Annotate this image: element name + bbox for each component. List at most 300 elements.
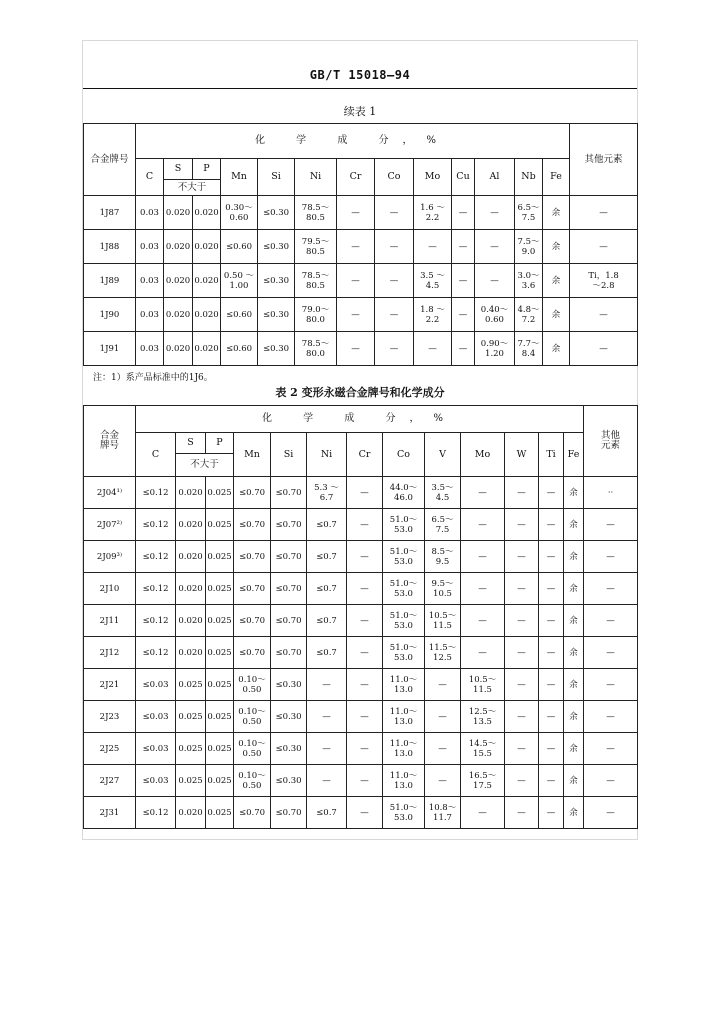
table-cell: ≤0.7 — [307, 573, 347, 605]
table-cell: — — [347, 605, 383, 637]
table-cell: ≤0.70 — [271, 541, 307, 573]
table-row — [84, 573, 638, 605]
table-cell: 0.025 — [206, 637, 234, 669]
table-cell: ≤0.30 — [271, 733, 307, 765]
table-cell: ·· — [584, 477, 638, 509]
table-cell: 余 — [543, 196, 570, 230]
alloy-grade-header: 合金牌号 — [84, 124, 136, 196]
table-cell: 79.5～ 80.5 — [295, 230, 337, 264]
alloy-grade-cell: 2J25 — [84, 733, 136, 765]
table-cell: 0.03 — [136, 230, 164, 264]
table-cell: 0.020 — [193, 230, 221, 264]
table-cell: 51.0～ 53.0 — [383, 637, 425, 669]
table-cell: ≤0.70 — [234, 477, 271, 509]
table-cell: — — [461, 541, 505, 573]
alloy-grade-cell: 2J09³⁾ — [84, 541, 136, 573]
table-cell: — — [461, 477, 505, 509]
table-cell: 余 — [564, 509, 584, 541]
table-cell: — — [570, 230, 638, 264]
table-cell: 余 — [564, 541, 584, 573]
element-header-v: V — [425, 433, 461, 477]
table-cell: ≤0.70 — [271, 605, 307, 637]
table-cell: ≤0.12 — [136, 797, 176, 829]
alloy-grade-cell: 1J89 — [84, 264, 136, 298]
table-cell: — — [347, 509, 383, 541]
table-cell: 0.020 — [176, 509, 206, 541]
table-cell: 余 — [543, 298, 570, 332]
table-cell: 余 — [564, 605, 584, 637]
table-cell: 0.025 — [176, 733, 206, 765]
table-cell: — — [584, 605, 638, 637]
table-cell: 11.0～ 13.0 — [383, 765, 425, 797]
table-cell: 0.03 — [136, 332, 164, 366]
element-header-ni: Ni — [295, 159, 337, 196]
table-cell: ≤0.12 — [136, 509, 176, 541]
table-cell: — — [584, 573, 638, 605]
table-cell: ≤0.03 — [136, 765, 176, 797]
table-cell: — — [570, 196, 638, 230]
table-cell: ≤0.60 — [221, 332, 258, 366]
table-row — [84, 605, 638, 637]
table-cell: — — [307, 733, 347, 765]
table-cell: 4.8～ 7.2 — [515, 298, 543, 332]
table2-caption: 表 2 变形永磁合金牌号和化学成分 — [275, 386, 445, 399]
table-cell: ≤0.7 — [307, 797, 347, 829]
chemical-composition-header: 化 学 成 分，% — [136, 124, 570, 159]
table-cell: 1.8 ～ 2.2 — [414, 298, 452, 332]
table-cell: 余 — [564, 765, 584, 797]
table-cell: — — [307, 669, 347, 701]
table-cell: ≤0.12 — [136, 541, 176, 573]
element-header-mn: Mn — [221, 159, 258, 196]
element-header-c: C — [136, 159, 164, 196]
alloy-grade-cell: 2J23 — [84, 701, 136, 733]
table-cell: — — [425, 701, 461, 733]
table-cell: 44.0～ 46.0 — [383, 477, 425, 509]
table-cell: — — [505, 669, 539, 701]
table-cell: — — [539, 637, 564, 669]
alloy-grade-cell: 2J27 — [84, 765, 136, 797]
table-cell: 0.020 — [176, 541, 206, 573]
chemical-composition-header: 化 学 成 分，% — [136, 406, 584, 433]
table-cell: ≤0.70 — [234, 637, 271, 669]
table-cell: ≤0.12 — [136, 605, 176, 637]
table-cell: 0.025 — [206, 605, 234, 637]
table-cell: — — [347, 669, 383, 701]
table-cell: 0.020 — [164, 264, 193, 298]
table-cell: — — [347, 573, 383, 605]
table-cell: — — [425, 669, 461, 701]
table-cell: 51.0～ 53.0 — [383, 605, 425, 637]
element-header-fe: Fe — [543, 159, 570, 196]
table-row — [84, 230, 638, 264]
element-header-ti: Ti — [539, 433, 564, 477]
table-cell: — — [539, 765, 564, 797]
table-cell: — — [475, 230, 515, 264]
table-cell: — — [505, 733, 539, 765]
table-cell: — — [347, 637, 383, 669]
table-cell: — — [375, 230, 414, 264]
table-cell: 0.020 — [164, 298, 193, 332]
alloy-grade-header: 合金 牌号 — [84, 406, 136, 477]
table-cell: — — [461, 509, 505, 541]
table-cell: 3.5～ 4.5 — [425, 477, 461, 509]
header-row — [84, 406, 638, 433]
alloy-grade-cell: 2J21 — [84, 669, 136, 701]
table-cell: 余 — [564, 669, 584, 701]
alloy-grade-cell: 2J10 — [84, 573, 136, 605]
element-header-cu: Cu — [452, 159, 475, 196]
table-cell: 0.03 — [136, 264, 164, 298]
table-cell: 余 — [543, 264, 570, 298]
table-cell: 0.50 ～ 1.00 — [221, 264, 258, 298]
table-cell: 0.025 — [176, 669, 206, 701]
table-cell: 10.5～ 11.5 — [461, 669, 505, 701]
table-cell: 0.10～ 0.50 — [234, 765, 271, 797]
table-cell: 9.5～ 10.5 — [425, 573, 461, 605]
table-cell: — — [570, 298, 638, 332]
table-cell: ≤0.30 — [258, 230, 295, 264]
element-header-c: C — [136, 433, 176, 477]
table-cell: — — [584, 797, 638, 829]
table-cell: 3.5 ～ 4.5 — [414, 264, 452, 298]
table-cell: 余 — [564, 637, 584, 669]
table-cell: — — [452, 230, 475, 264]
alloy-grade-cell: 2J12 — [84, 637, 136, 669]
table-cell: — — [505, 637, 539, 669]
standard-number: GB/T 15018—94 — [309, 68, 411, 82]
table-cell: ≤0.7 — [307, 509, 347, 541]
table-cell: 12.5～ 13.5 — [461, 701, 505, 733]
table-cell: — — [539, 477, 564, 509]
table-cell: 0.020 — [164, 332, 193, 366]
table-cell: — — [452, 298, 475, 332]
element-header-mo: Mo — [414, 159, 452, 196]
table-cell: — — [584, 541, 638, 573]
table-cell: 11.0～ 13.0 — [383, 733, 425, 765]
table-cell: ≤0.60 — [221, 230, 258, 264]
alloy-grade-cell: 2J31 — [84, 797, 136, 829]
table-cell: ≤0.70 — [234, 797, 271, 829]
table-row — [84, 765, 638, 797]
alloy-grade-cell: 2J07²⁾ — [84, 509, 136, 541]
table-cell: ≤0.12 — [136, 477, 176, 509]
table-cell: ≤0.03 — [136, 733, 176, 765]
table-cell: 78.5～ 80.0 — [295, 332, 337, 366]
table-cell: 0.020 — [176, 477, 206, 509]
table-cell: — — [347, 797, 383, 829]
table-row — [84, 298, 638, 332]
table-cell: — — [307, 701, 347, 733]
table-cell: — — [461, 797, 505, 829]
table-cell: — — [539, 573, 564, 605]
table-cell: — — [539, 509, 564, 541]
table-cell: — — [337, 264, 375, 298]
alloy-grade-cell: 1J87 — [84, 196, 136, 230]
table-cell: ≤0.70 — [271, 509, 307, 541]
table-cell: — — [570, 332, 638, 366]
table-cell: ≤0.30 — [258, 332, 295, 366]
table-cell: 0.025 — [206, 477, 234, 509]
table-cell: 余 — [543, 230, 570, 264]
table-cell: 0.025 — [206, 573, 234, 605]
not-more-than-label: 不大于 — [164, 180, 221, 196]
table-cell: ≤0.03 — [136, 669, 176, 701]
table-cell: ≤0.12 — [136, 637, 176, 669]
table-cell: 0.025 — [206, 541, 234, 573]
table-cell: 51.0～ 53.0 — [383, 573, 425, 605]
table-row — [84, 477, 638, 509]
table-cell: 16.5～ 17.5 — [461, 765, 505, 797]
table-cell: ≤0.70 — [271, 477, 307, 509]
element-header-si: Si — [258, 159, 295, 196]
table-cell: — — [505, 573, 539, 605]
element-header-ni: Ni — [307, 433, 347, 477]
table-cell: 余 — [564, 733, 584, 765]
header-row — [84, 433, 638, 454]
table-cell: 0.025 — [176, 701, 206, 733]
table-cell: 0.10～ 0.50 — [234, 669, 271, 701]
table-cell: 79.0～ 80.0 — [295, 298, 337, 332]
table-cell: 0.020 — [193, 196, 221, 230]
table-cell: 51.0～ 53.0 — [383, 509, 425, 541]
table-cell: 10.5～ 11.5 — [425, 605, 461, 637]
table-cell: 8.5～ 9.5 — [425, 541, 461, 573]
table2 — [83, 405, 638, 829]
table-cell: — — [452, 196, 475, 230]
alloy-grade-cell: 1J88 — [84, 230, 136, 264]
table-row — [84, 701, 638, 733]
table-cell: 0.020 — [176, 637, 206, 669]
table-cell: 0.025 — [206, 669, 234, 701]
element-header-fe: Fe — [564, 433, 584, 477]
alloy-grade-cell: 2J04¹⁾ — [84, 477, 136, 509]
table-row — [84, 332, 638, 366]
table-cell: 0.020 — [176, 573, 206, 605]
other-elements-header: 其他元素 — [570, 124, 638, 196]
table-cell: 51.0～ 53.0 — [383, 797, 425, 829]
table-cell: — — [475, 196, 515, 230]
table-cell: 0.025 — [206, 509, 234, 541]
table-cell: — — [414, 332, 452, 366]
table-cell: ≤0.03 — [136, 701, 176, 733]
table-row — [84, 541, 638, 573]
element-header-al: Al — [475, 159, 515, 196]
table-cell: ≤0.60 — [221, 298, 258, 332]
table-cell: 6.5～ 7.5 — [425, 509, 461, 541]
table-cell: — — [539, 797, 564, 829]
element-header-si: Si — [271, 433, 307, 477]
table-cell: — — [375, 264, 414, 298]
table-cell: — — [505, 477, 539, 509]
table-cell: 11.0～ 13.0 — [383, 701, 425, 733]
element-header-p: P — [193, 159, 221, 180]
table-cell: ≤0.7 — [307, 637, 347, 669]
table-cell: ≤0.7 — [307, 605, 347, 637]
other-elements-header: 其他 元素 — [584, 406, 638, 477]
table-row — [84, 196, 638, 230]
table-cell: 78.5～ 80.5 — [295, 264, 337, 298]
element-header-cr: Cr — [347, 433, 383, 477]
table-cell: Ti，1.8 ～2.8 — [570, 264, 638, 298]
table-cell: — — [347, 477, 383, 509]
table-cell: — — [461, 573, 505, 605]
table-cell: ≤0.30 — [271, 669, 307, 701]
table-cell: 0.025 — [206, 797, 234, 829]
alloy-grade-cell: 1J91 — [84, 332, 136, 366]
table1-note: 注：1）系产品标准中的1J6。 — [93, 373, 213, 383]
table-cell: — — [505, 605, 539, 637]
not-more-than-label: 不大于 — [176, 454, 234, 477]
table-cell: 0.020 — [176, 605, 206, 637]
table-cell: — — [539, 605, 564, 637]
table-cell: 6.5～ 7.5 — [515, 196, 543, 230]
table-cell: 5.3 ～ 6.7 — [307, 477, 347, 509]
table-cell: — — [452, 332, 475, 366]
table-cell: 0.025 — [206, 765, 234, 797]
header-rule — [83, 88, 637, 89]
table-row — [84, 637, 638, 669]
table-cell: — — [375, 298, 414, 332]
table-cell: — — [347, 765, 383, 797]
table-cell: 0.03 — [136, 298, 164, 332]
element-header-w: W — [505, 433, 539, 477]
table-cell: ≤0.70 — [271, 573, 307, 605]
table-cell: 14.5～ 15.5 — [461, 733, 505, 765]
element-header-co: Co — [375, 159, 414, 196]
table-cell: — — [452, 264, 475, 298]
table-row — [84, 733, 638, 765]
table-row — [84, 264, 638, 298]
table-cell: 0.025 — [206, 701, 234, 733]
table-cell: 0.30～ 0.60 — [221, 196, 258, 230]
table-cell: 0.020 — [193, 298, 221, 332]
table-cell: — — [584, 669, 638, 701]
table1 — [83, 123, 638, 366]
element-header-mn: Mn — [234, 433, 271, 477]
table-cell: — — [539, 669, 564, 701]
table-cell: 余 — [564, 701, 584, 733]
table-cell: ≤0.12 — [136, 573, 176, 605]
table-cell: ≤0.70 — [234, 573, 271, 605]
alloy-grade-cell: 2J11 — [84, 605, 136, 637]
element-header-nb: Nb — [515, 159, 543, 196]
table-cell: 0.10～ 0.50 — [234, 733, 271, 765]
table-cell: — — [375, 332, 414, 366]
table-cell: — — [414, 230, 452, 264]
element-header-cr: Cr — [337, 159, 375, 196]
table-cell: 余 — [564, 573, 584, 605]
table-cell: ≤0.70 — [271, 637, 307, 669]
element-header-mo: Mo — [461, 433, 505, 477]
table-cell: — — [461, 605, 505, 637]
element-header-s: S — [176, 433, 206, 454]
element-header-s: S — [164, 159, 193, 180]
table-cell: ≤0.70 — [234, 605, 271, 637]
document-page — [82, 40, 638, 840]
table1-caption: 续表 1 — [343, 105, 377, 118]
table-cell: 余 — [564, 477, 584, 509]
table-cell: — — [375, 196, 414, 230]
table-cell: — — [539, 541, 564, 573]
table-cell: ≤0.70 — [271, 797, 307, 829]
table-cell: ≤0.30 — [271, 765, 307, 797]
table-cell: 0.020 — [193, 264, 221, 298]
table-cell: — — [505, 797, 539, 829]
table-cell: — — [337, 332, 375, 366]
table-cell: 0.40～ 0.60 — [475, 298, 515, 332]
table-cell: — — [425, 733, 461, 765]
table-cell: 0.10～ 0.50 — [234, 701, 271, 733]
table-cell: — — [337, 196, 375, 230]
table-cell: ≤0.7 — [307, 541, 347, 573]
table-cell: — — [337, 230, 375, 264]
table-cell: 7.7～ 8.4 — [515, 332, 543, 366]
element-header-co: Co — [383, 433, 425, 477]
table-cell: — — [505, 541, 539, 573]
table-cell: ≤0.70 — [234, 509, 271, 541]
table-cell: — — [347, 733, 383, 765]
table-cell: — — [307, 765, 347, 797]
table-cell: ≤0.30 — [258, 264, 295, 298]
table-cell: ≤0.30 — [258, 298, 295, 332]
table-cell: ≤0.30 — [271, 701, 307, 733]
table-cell: — — [539, 701, 564, 733]
table-row — [84, 797, 638, 829]
alloy-grade-cell: 1J90 — [84, 298, 136, 332]
table-cell: — — [475, 264, 515, 298]
table-cell: 3.0～ 3.6 — [515, 264, 543, 298]
table-cell: 11.0～ 13.0 — [383, 669, 425, 701]
table-cell: — — [337, 298, 375, 332]
table-cell: — — [505, 509, 539, 541]
table-cell: — — [505, 765, 539, 797]
table-cell: — — [584, 733, 638, 765]
table-cell: 0.03 — [136, 196, 164, 230]
table-cell: 11.5～ 12.5 — [425, 637, 461, 669]
table-cell: — — [461, 637, 505, 669]
element-header-p: P — [206, 433, 234, 454]
table-cell: — — [584, 637, 638, 669]
table-cell: 0.90～ 1.20 — [475, 332, 515, 366]
table-cell: 0.020 — [164, 230, 193, 264]
table-row — [84, 509, 638, 541]
table-cell: 余 — [543, 332, 570, 366]
table-cell: ≤0.70 — [234, 541, 271, 573]
header-row — [84, 159, 638, 180]
table-cell: — — [347, 701, 383, 733]
table-cell: 0.025 — [206, 733, 234, 765]
table-cell: 7.5～ 9.0 — [515, 230, 543, 264]
table-cell: 余 — [564, 797, 584, 829]
table-cell: — — [584, 701, 638, 733]
table-cell: 51.0～ 53.0 — [383, 541, 425, 573]
table-cell: — — [584, 765, 638, 797]
table-cell: — — [425, 765, 461, 797]
table-cell: — — [505, 701, 539, 733]
table-cell: 0.020 — [176, 797, 206, 829]
table-cell: ≤0.30 — [258, 196, 295, 230]
table-cell: — — [539, 733, 564, 765]
table-row — [84, 669, 638, 701]
table-cell: 78.5～ 80.5 — [295, 196, 337, 230]
table-cell: 0.020 — [193, 332, 221, 366]
table-cell: 10.8～ 11.7 — [425, 797, 461, 829]
table-cell: — — [584, 509, 638, 541]
table-cell: — — [347, 541, 383, 573]
header-row — [84, 124, 638, 159]
table-cell: 1.6 ～ 2.2 — [414, 196, 452, 230]
